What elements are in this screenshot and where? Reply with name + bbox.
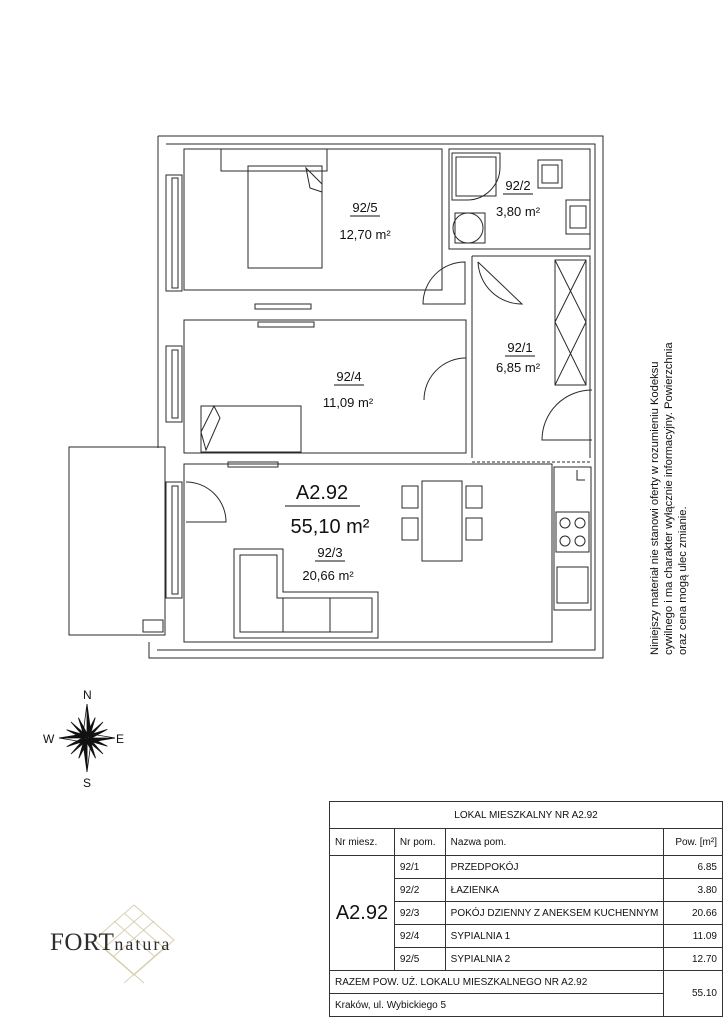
header-room-name: Nazwa pom. [445, 829, 664, 856]
room-labels [285, 178, 541, 583]
total-value: 55.10 [664, 971, 723, 1017]
header-area: Pow. [m²] [664, 829, 723, 856]
room-area: 6.85 [664, 856, 723, 879]
room-name: SYPIALNIA 1 [445, 925, 664, 948]
doors [186, 262, 592, 522]
header-apartment: Nr miesz. [330, 829, 395, 856]
logo-text-fort: FORT [50, 929, 115, 956]
disclaimer [648, 295, 690, 655]
compass-rose [43, 688, 124, 790]
apartment-area: 55,10 m² [290, 516, 370, 538]
compass-w: W [43, 732, 55, 746]
logo-text-natura: natura [114, 934, 172, 954]
room-no: 92/2 [394, 879, 445, 902]
room-no: 92/4 [394, 925, 445, 948]
compass-e: E [116, 732, 125, 746]
room-92-3-area: 20,66 m² [302, 568, 354, 583]
room-name: POKÓJ DZIENNY Z ANEKSEM KUCHENNYM [445, 902, 664, 925]
wardrobe [555, 260, 586, 385]
room-area: 12.70 [664, 948, 723, 971]
disclaimer-line-3: oraz cena mogą ulec zmianie. [677, 506, 689, 655]
room-no: 92/1 [394, 856, 445, 879]
room-legend-table [329, 801, 723, 1017]
dining-set [402, 481, 482, 561]
legend-apartment-code: A2.92 [330, 856, 395, 971]
legend-total-row [330, 971, 723, 994]
table-row [330, 856, 723, 879]
room-92-4-area: 11,09 m² [322, 395, 374, 410]
logo-wordmark [50, 929, 171, 957]
legend-header-row [330, 829, 723, 856]
room-no: 92/3 [394, 902, 445, 925]
room-area: 11.09 [664, 925, 723, 948]
room-92-3-no: 92/3 [317, 545, 343, 560]
disclaimer-line-2: cywilnego i ma charakter wyłącznie informacyjny. Powierzchnia [663, 342, 675, 655]
room-92-1-area: 6,85 m² [495, 360, 541, 375]
room-92-3-outline [184, 464, 552, 642]
header-room-no: Nr pom. [394, 829, 445, 856]
bathroom-fixtures [452, 153, 590, 243]
sofa [234, 549, 378, 638]
inner-outline [157, 144, 595, 650]
apartment-code: A2.92 [295, 482, 349, 504]
room-name: SYPIALNIA 2 [445, 948, 664, 971]
room-92-4-no: 92/4 [336, 369, 362, 384]
balcony [69, 447, 165, 635]
room-92-5-no: 92/5 [352, 200, 378, 215]
disclaimer-line-1: Niniejszy materiał nie stanowi oferty w rozumieniu Kodeksu [649, 361, 661, 655]
room-no: 92/5 [394, 948, 445, 971]
room-area: 20.66 [664, 902, 723, 925]
room-name: PRZEDPOKÓJ [445, 856, 664, 879]
compass-n: N [83, 688, 92, 702]
kitchen-counter [554, 467, 591, 610]
legend-title: LOKAL MIESZKALNY NR A2.92 [330, 802, 723, 829]
room-92-4-outline [184, 320, 466, 453]
total-label: RAZEM POW. UŻ. LOKALU MIESZKALNEGO NR A2.92 [330, 971, 664, 994]
room-92-1-no: 92/1 [507, 340, 533, 355]
single-bed [201, 406, 301, 452]
room-area: 3.80 [664, 879, 723, 902]
room-92-5-area: 12,70 m² [339, 227, 391, 242]
double-bed [221, 149, 327, 268]
legend-address-row [330, 994, 723, 1017]
room-92-5-outline [184, 149, 442, 290]
room-92-2-no: 92/2 [505, 178, 531, 193]
address: Kraków, ul. Wybickiego 5 [330, 994, 664, 1017]
room-name: ŁAZIENKA [445, 879, 664, 902]
compass-s: S [83, 776, 92, 790]
room-92-2-area: 3,80 m² [495, 204, 541, 219]
